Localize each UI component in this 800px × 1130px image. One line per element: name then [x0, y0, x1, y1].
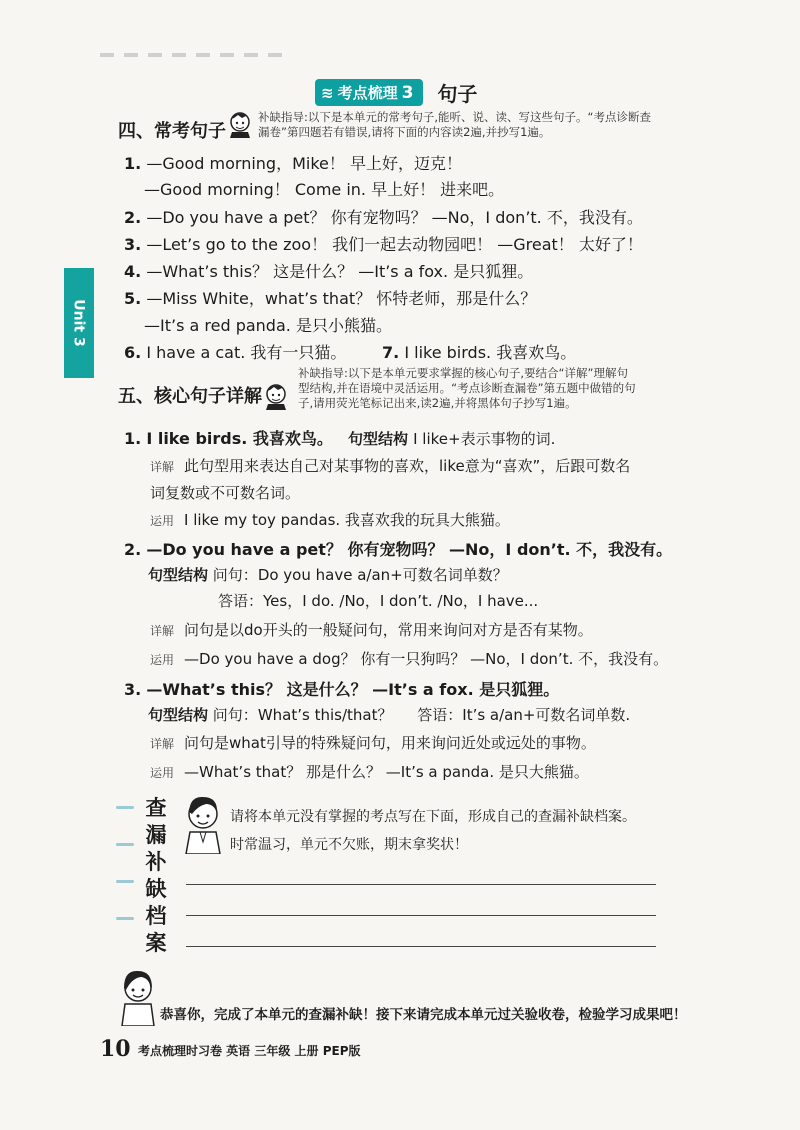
- explain-text: 问句是what引导的特殊疑问句，用来询问近处或远处的事物。: [184, 734, 596, 752]
- sentence-text: —It’s a red panda. 是只小熊猫。: [144, 316, 392, 335]
- item-number: 7.: [382, 343, 400, 362]
- use-label: 运用: [150, 514, 175, 528]
- writing-line[interactable]: [186, 946, 656, 947]
- question-label: 问句：: [212, 706, 258, 724]
- answer-label: 答语：: [417, 706, 463, 724]
- sentence-text: I like birds. 我喜欢鸟。: [404, 343, 577, 362]
- use-1: [150, 509, 510, 530]
- dash: [116, 917, 134, 920]
- explain-1: [150, 455, 630, 476]
- guide-line: 漏卷”第四题若有错误,请将下面的内容读2遍,并抄写1遍。: [258, 125, 551, 139]
- student-avatar-icon: [262, 380, 290, 410]
- badge-label: 考点梳理: [337, 84, 398, 102]
- explain-3: [150, 732, 596, 753]
- explain-label: 详解: [150, 737, 175, 751]
- pattern-text: I like+表示事物的词.: [413, 430, 556, 448]
- item-number: 3.: [124, 680, 142, 699]
- use-3: [150, 761, 589, 782]
- section5-guide: [298, 366, 636, 411]
- sentence-5a: [124, 286, 536, 309]
- use-label: 运用: [150, 766, 175, 780]
- guide-line: 子,请用荧光笔标记出来,读2遍,并将黑体句子抄写1遍。: [298, 396, 577, 410]
- section5-title: 五、核心句子详解: [118, 386, 262, 407]
- sentence-text: —Let’s go to the zoo！ 我们一起去动物园吧！ —Great！ 太好了！: [146, 235, 643, 254]
- archive-title-char: 查: [145, 796, 167, 820]
- section4-title: 四、常考句子: [118, 121, 226, 142]
- item-number: 2.: [124, 208, 142, 227]
- explain-label: 详解: [150, 624, 175, 638]
- archive-title-char: 补: [145, 850, 167, 874]
- explain-1-cont: 词复数或不可数名词。: [150, 484, 301, 502]
- badge-number: 3: [401, 82, 414, 103]
- guide-line: 型结构,并在语境中灵活运用。“考点诊断查漏卷”第五题中做错的句: [298, 381, 636, 395]
- girl-cartoon-icon: [180, 792, 226, 854]
- sentence-6: [124, 340, 346, 363]
- use-label: 运用: [150, 653, 175, 667]
- use-text: —Do you have a dog？ 你有一只狗吗？ —No，I don’t. 不，我没有。: [184, 650, 669, 668]
- sentence-text: —Do you have a pet？ 你有宠物吗？ —No，I don’t. 不，我没有。: [146, 208, 643, 227]
- archive-title: [143, 795, 169, 957]
- answer-text: It’s a/an+可数名词单数.: [462, 706, 631, 724]
- archive-title-char: 漏: [145, 823, 167, 847]
- answer-label: 答语：: [218, 592, 264, 610]
- sentence-7: [382, 340, 576, 363]
- use-text: I like my toy pandas. 我喜欢我的玩具大熊猫。: [184, 511, 510, 529]
- sentence-1a: [124, 151, 462, 174]
- use-text: —What’s that？ 那是什么？ —It’s a panda. 是只大熊猫。: [184, 763, 589, 781]
- girl-cartoon-icon: [116, 966, 160, 1026]
- writing-line[interactable]: [186, 915, 656, 916]
- footer-book-info: 考点梳理时习卷 英语 三年级 上册 PEP版: [138, 1044, 361, 1058]
- core-sentence-3: [124, 677, 559, 700]
- archive-dashes: [116, 806, 134, 920]
- pattern-label: 句型结构: [348, 430, 409, 448]
- explain-2: [150, 619, 593, 640]
- pattern-2: [148, 564, 508, 585]
- item-number: 3.: [124, 235, 142, 254]
- guide-line: 补缺指导:以下是本单元要求掌握的核心句子,要结合“详解”理解句: [298, 366, 628, 380]
- page-title: 句子: [437, 82, 478, 106]
- item-number: 1.: [124, 154, 142, 173]
- writing-line[interactable]: [186, 884, 656, 885]
- sentence-text: I like birds. 我喜欢鸟。: [146, 429, 333, 448]
- dash: [116, 843, 134, 846]
- answer-2: [218, 590, 538, 611]
- dash: [116, 880, 134, 883]
- section-header: [315, 78, 477, 107]
- answer-text: Yes，I do. /No，I don’t. /No，I have...: [263, 592, 539, 610]
- sentence-text: —Good morning！ Come in. 早上好！ 进来吧。: [144, 180, 505, 199]
- pattern-label: 句型结构: [148, 566, 209, 584]
- sentence-text: —Miss White，what’s that？ 怀特老师，那是什么？: [146, 289, 537, 308]
- guide-line: 补缺指导:以下是本单元的常考句子,能听、说、读、写这些句子。“考点诊断查: [258, 110, 651, 124]
- archive-instruction: 时常温习，单元不欠账，期末拿奖状！: [230, 837, 468, 853]
- sentence-text: —What’s this？ 这是什么？ —It’s a fox. 是只狐狸。: [146, 680, 560, 699]
- archive-instruction: 请将本单元没有掌握的考点写在下面，形成自己的查漏补缺档案。: [230, 809, 636, 825]
- question-text: Do you have a/an+可数名词单数？: [257, 566, 508, 584]
- congrats-text: 恭喜你，完成了本单元的查漏补缺！接下来请完成本单元过关验收卷，检验学习成果吧！: [160, 1007, 687, 1023]
- section4-guide: [258, 110, 651, 140]
- core-sentence-1: [124, 426, 555, 449]
- archive-title-char: 缺: [145, 877, 167, 901]
- pattern-label: 句型结构: [148, 706, 209, 724]
- student-avatar-icon: [226, 108, 254, 138]
- explain-text: 问句是以do开头的一般疑问句，常用来询问对方是否有某物。: [184, 621, 593, 639]
- item-number: 6.: [124, 343, 142, 362]
- sentence-4: [124, 259, 533, 282]
- sentence-text: I have a cat. 我有一只猫。: [146, 343, 347, 362]
- sentence-text: —Do you have a pet？ 你有宠物吗？ —No，I don’t. 不，我没有。: [146, 540, 673, 559]
- question-label: 问句：: [212, 566, 258, 584]
- explain-text: 此句型用来表达自己对某事物的喜欢，like意为“喜欢”，后跟可数名: [184, 457, 631, 475]
- core-sentence-2: [124, 537, 672, 560]
- explain-label: 详解: [150, 460, 175, 474]
- archive-title-char: 案: [145, 931, 167, 955]
- pattern-3: [148, 704, 630, 725]
- wave-icon: ≋: [321, 83, 334, 102]
- item-number: 2.: [124, 540, 142, 559]
- question-text: What’s this/that？: [257, 706, 393, 724]
- sentence-2: [124, 205, 643, 228]
- sentence-3: [124, 232, 643, 255]
- archive-title-char: 档: [145, 904, 167, 928]
- sentence-text: —Good morning，Mike！ 早上好，迈克！: [146, 154, 462, 173]
- item-number: 1.: [124, 429, 142, 448]
- decorative-dashes: [100, 53, 290, 57]
- dash: [116, 806, 134, 809]
- unit-tab: [64, 268, 94, 378]
- unit-tab-label: Unit 3: [71, 299, 88, 347]
- header-badge: [315, 79, 423, 106]
- page-number: 10: [100, 1036, 131, 1062]
- sentence-text: —What’s this？ 这是什么？ —It’s a fox. 是只狐狸。: [146, 262, 534, 281]
- use-2: [150, 648, 668, 669]
- sentence-5b: [144, 313, 392, 336]
- sentence-1b: [144, 177, 504, 200]
- item-number: 4.: [124, 262, 142, 281]
- item-number: 5.: [124, 289, 142, 308]
